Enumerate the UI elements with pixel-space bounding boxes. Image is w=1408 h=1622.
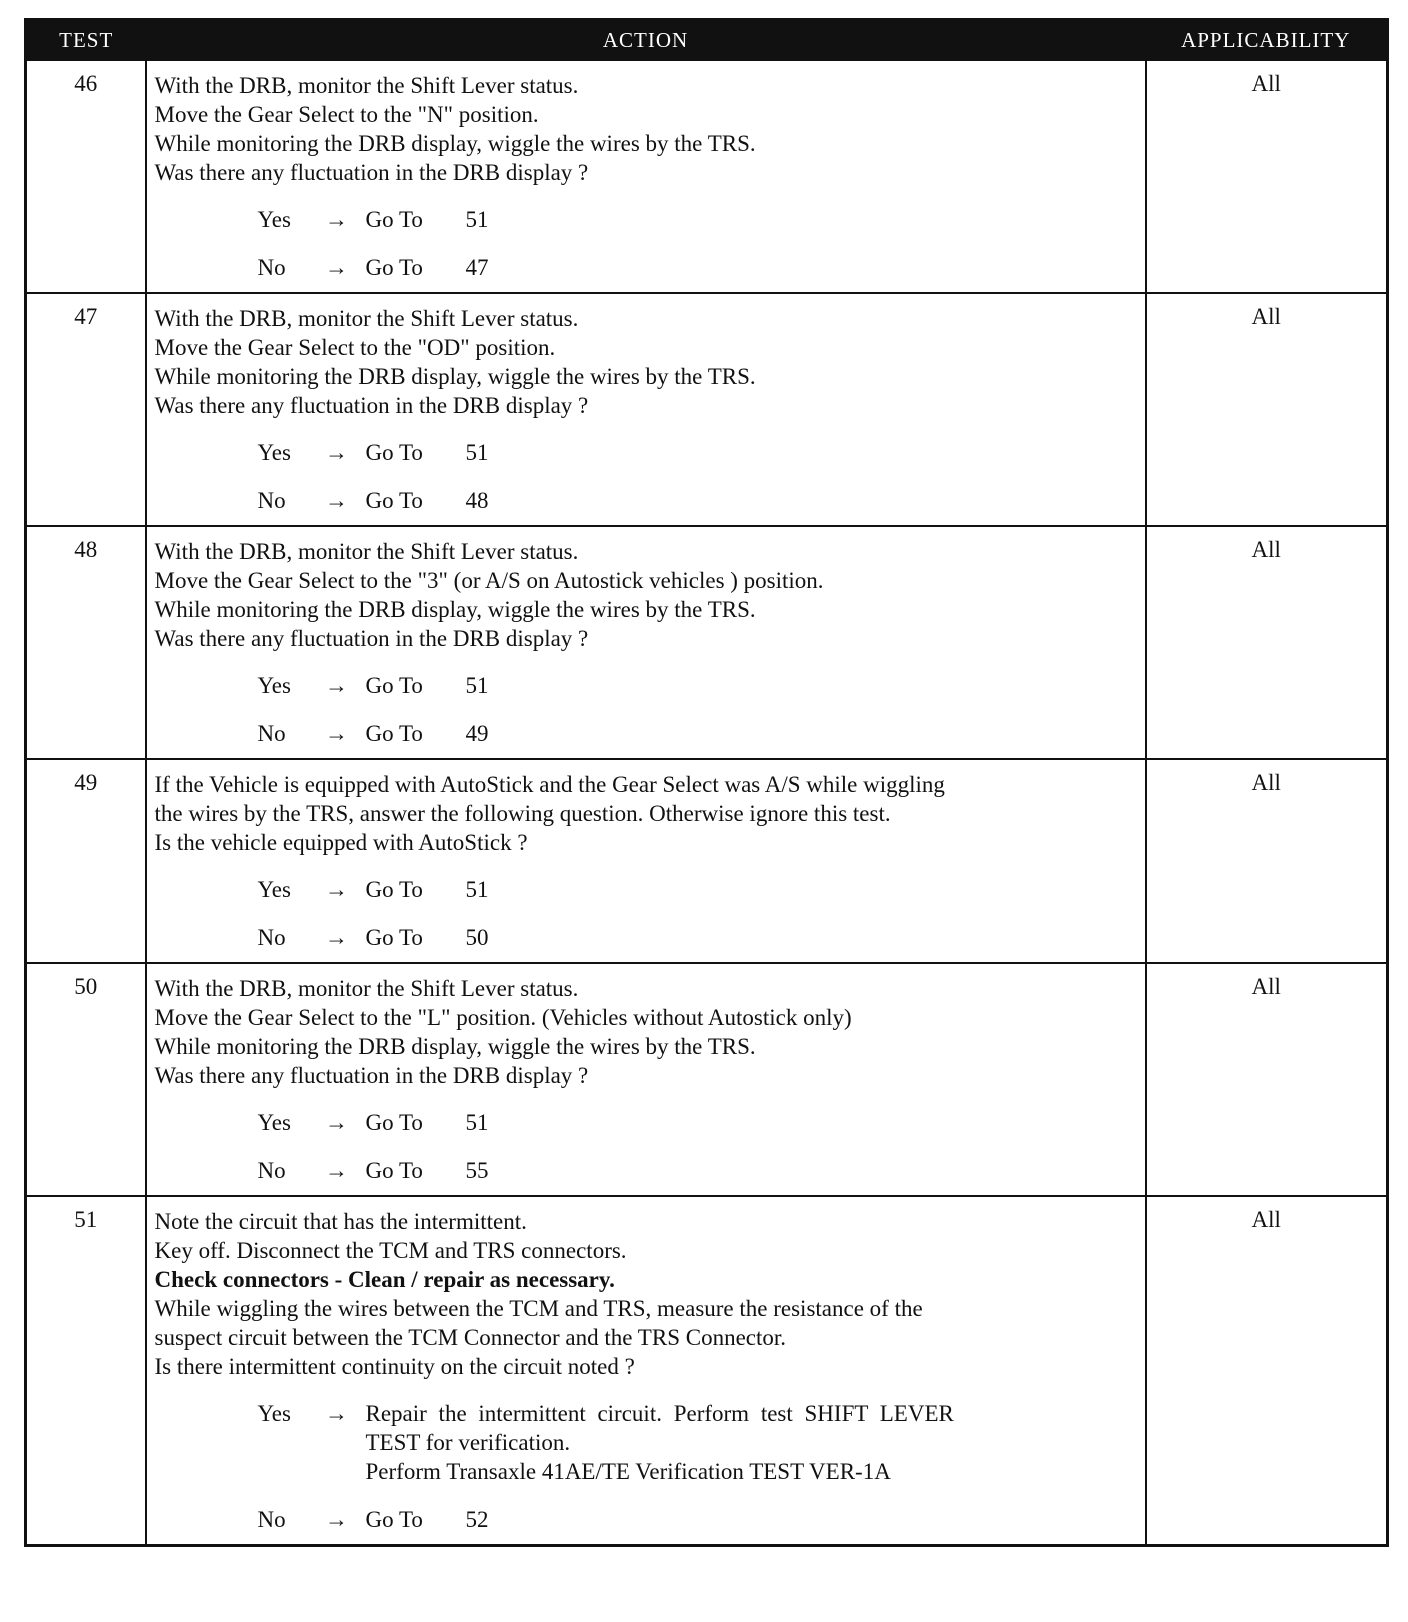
answer-instruction (366, 1399, 1137, 1486)
action-line: Key off. Disconnect the TCM and TRS connectors. (154, 1238, 627, 1263)
answer-label: Yes (257, 877, 291, 902)
goto-target: 52 (465, 1507, 489, 1532)
goto-label: Go To (365, 673, 423, 698)
answer-label: Yes (257, 207, 291, 232)
applicability-value: All (1146, 963, 1388, 1196)
header-action: ACTION (146, 20, 1146, 61)
answer-yes (155, 205, 1137, 234)
goto-label: Go To (365, 1110, 423, 1135)
action-line: With the DRB, monitor the Shift Lever status. (154, 73, 579, 98)
answer-list (155, 1108, 1137, 1185)
table-header-row (26, 20, 1388, 61)
action-line: Note the circuit that has the intermittent. (154, 1209, 527, 1234)
answer-label: No (257, 721, 286, 746)
applicability-value: All (1146, 526, 1388, 759)
goto-target: 51 (465, 673, 489, 698)
arrow-right-icon: → (325, 488, 348, 513)
arrow-right-icon: → (325, 1110, 348, 1135)
test-number: 49 (26, 759, 146, 963)
action-cell (146, 526, 1146, 759)
table-row (26, 293, 1388, 526)
answer-no (155, 486, 1137, 515)
goto-target: 51 (465, 440, 489, 465)
action-cell (146, 1196, 1146, 1546)
goto-target: 51 (465, 207, 489, 232)
goto-target: 50 (465, 925, 489, 950)
arrow-right-icon: → (325, 673, 348, 698)
arrow-right-icon: → (325, 255, 348, 280)
action-line: While wiggling the wires between the TCM and TRS, measure the resistance of the (154, 1296, 923, 1321)
answer-no (155, 1156, 1137, 1185)
action-line: Was there any fluctuation in the DRB display ? (154, 1063, 589, 1088)
action-line: While monitoring the DRB display, wiggle the wires by the TRS. (154, 131, 756, 156)
action-line: Is the vehicle equipped with AutoStick ? (154, 830, 528, 855)
arrow-right-icon: → (325, 1507, 348, 1532)
answer-list (155, 205, 1137, 282)
action-line: Move the Gear Select to the "3" (or A/S on Autostick vehicles ) position. (154, 568, 824, 593)
goto-label: Go To (365, 1158, 423, 1183)
instruction-line: Perform Transaxle 41AE/TE Verification TEST VER-1A (365, 1459, 891, 1484)
goto-label: Go To (365, 207, 423, 232)
answer-list (155, 1399, 1137, 1534)
test-number: 50 (26, 963, 146, 1196)
action-line: the wires by the TRS, answer the following question. Otherwise ignore this test. (154, 801, 891, 826)
instruction-line: TEST for verification. (365, 1430, 571, 1455)
applicability-value: All (1146, 293, 1388, 526)
answer-label: No (257, 1158, 286, 1183)
answer-yes (155, 1108, 1137, 1137)
action-line: While monitoring the DRB display, wiggle the wires by the TRS. (154, 597, 756, 622)
test-number: 51 (26, 1196, 146, 1546)
answer-label: Yes (257, 1401, 291, 1426)
answer-list (155, 671, 1137, 748)
answer-yes (155, 438, 1137, 467)
answer-label: No (257, 255, 286, 280)
action-cell (146, 963, 1146, 1196)
action-line: Is there intermittent continuity on the circuit noted ? (154, 1354, 635, 1379)
goto-target: 49 (465, 721, 489, 746)
table-row (26, 526, 1388, 759)
action-line: With the DRB, monitor the Shift Lever status. (154, 539, 579, 564)
goto-label: Go To (365, 877, 423, 902)
action-line: Was there any fluctuation in the DRB display ? (154, 160, 589, 185)
applicability-value: All (1146, 759, 1388, 963)
table-row (26, 759, 1388, 963)
action-line: suspect circuit between the TCM Connector and the TRS Connector. (154, 1325, 787, 1350)
action-line: While monitoring the DRB display, wiggle the wires by the TRS. (154, 364, 756, 389)
test-number: 48 (26, 526, 146, 759)
applicability-value: All (1146, 60, 1388, 293)
action-line: Was there any fluctuation in the DRB display ? (154, 393, 589, 418)
answer-list (155, 438, 1137, 515)
action-line: Was there any fluctuation in the DRB display ? (154, 626, 589, 651)
action-line: If the Vehicle is equipped with AutoStick and the Gear Select was A/S while wiggling (154, 772, 945, 797)
action-cell (146, 759, 1146, 963)
action-line: With the DRB, monitor the Shift Lever status. (154, 306, 579, 331)
action-line: With the DRB, monitor the Shift Lever status. (154, 976, 579, 1001)
answer-no (155, 923, 1137, 952)
table-row (26, 60, 1388, 293)
action-line: While monitoring the DRB display, wiggle the wires by the TRS. (154, 1034, 756, 1059)
answer-yes (155, 875, 1137, 904)
arrow-right-icon: → (325, 440, 348, 465)
goto-target: 51 (465, 877, 489, 902)
answer-no (155, 719, 1137, 748)
applicability-value: All (1146, 1196, 1388, 1546)
goto-label: Go To (365, 255, 423, 280)
test-number: 46 (26, 60, 146, 293)
goto-label: Go To (365, 1507, 423, 1532)
goto-label: Go To (365, 721, 423, 746)
arrow-right-icon: → (325, 1401, 348, 1426)
table-row (26, 963, 1388, 1196)
action-cell (146, 293, 1146, 526)
header-test: TEST (26, 20, 146, 61)
header-applicability: APPLICABILITY (1146, 20, 1388, 61)
arrow-right-icon: → (325, 1158, 348, 1183)
goto-target: 51 (465, 1110, 489, 1135)
goto-label: Go To (365, 488, 423, 513)
arrow-right-icon: → (325, 925, 348, 950)
goto-target: 47 (465, 255, 489, 280)
answer-list (155, 875, 1137, 952)
goto-target: 48 (465, 488, 489, 513)
instruction-line: Repair the intermittent circuit. Perform test SHIFT LEVER (365, 1401, 954, 1426)
goto-label: Go To (365, 440, 423, 465)
arrow-right-icon: → (325, 207, 348, 232)
diagnostic-table (24, 18, 1389, 1547)
action-line-emphasis: Check connectors - Clean / repair as necessary. (154, 1267, 615, 1292)
answer-label: Yes (257, 440, 291, 465)
answer-label: No (257, 925, 286, 950)
test-number: 47 (26, 293, 146, 526)
answer-label: No (257, 1507, 286, 1532)
action-cell (146, 60, 1146, 293)
answer-label: Yes (257, 673, 291, 698)
arrow-right-icon: → (325, 721, 348, 746)
arrow-right-icon: → (325, 877, 348, 902)
action-line: Move the Gear Select to the "OD" position. (154, 335, 556, 360)
table-row (26, 1196, 1388, 1546)
answer-yes (155, 1399, 1137, 1486)
answer-yes (155, 671, 1137, 700)
answer-no (155, 253, 1137, 282)
answer-label: No (257, 488, 286, 513)
action-line: Move the Gear Select to the "L" position. (Vehicles without Autostick only) (154, 1005, 852, 1030)
goto-label: Go To (365, 925, 423, 950)
answer-label: Yes (257, 1110, 291, 1135)
diagnostic-test-sheet (24, 18, 1386, 1547)
goto-target: 55 (465, 1158, 489, 1183)
answer-no (155, 1505, 1137, 1534)
action-line: Move the Gear Select to the "N" position. (154, 102, 539, 127)
